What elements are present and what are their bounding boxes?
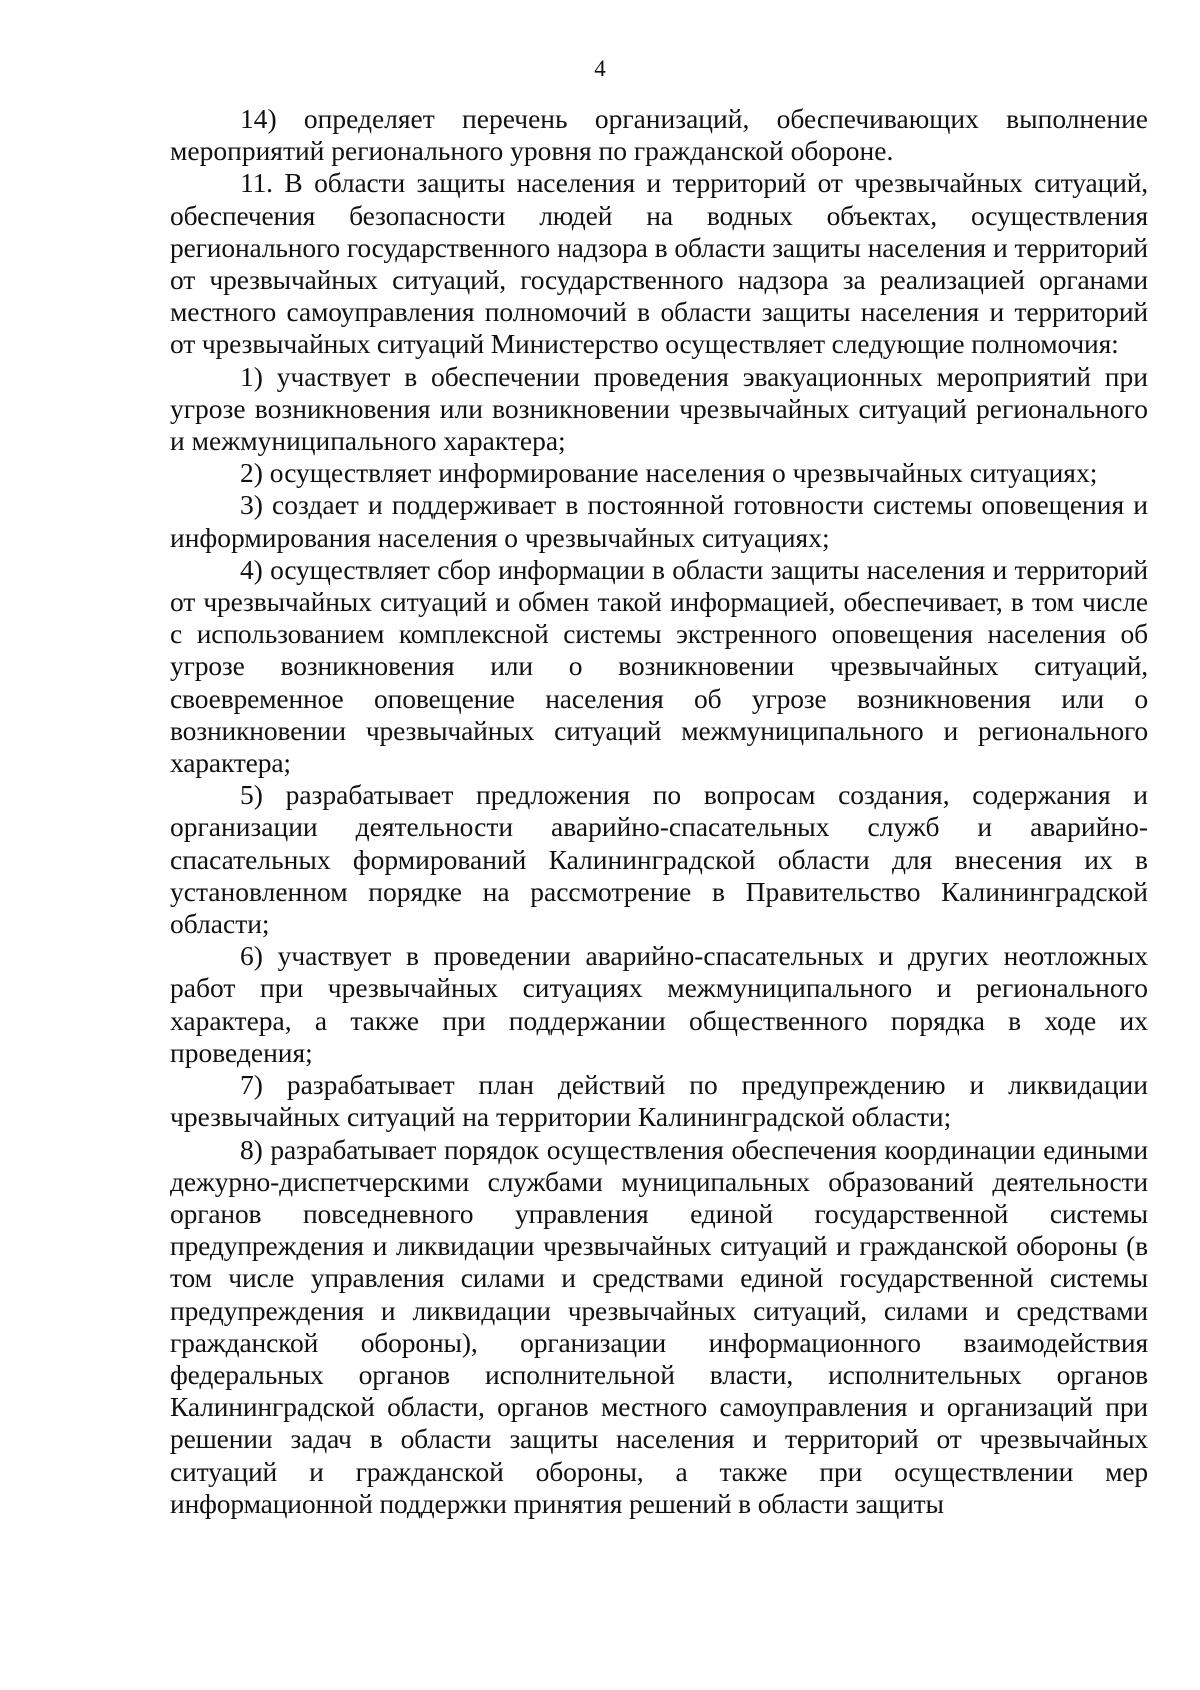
paragraph-item-3: 3) создает и поддерживает в постоянной готовности системы оповещения и информирования населения о чрезвычайных ситуациях; [170,489,1148,553]
paragraph-item-7: 7) разрабатывает план действий по предупреждению и ликвидации чрезвычайных ситуаций на территории Калининградской области; [170,1069,1148,1133]
document-body [170,103,1148,1520]
paragraph-item-6: 6) участвует в проведении аварийно-спасательных и других неотложных работ при чрезвычайных ситуациях межмуниципального и регионального характера, а также при поддержании общественного порядка в ходе их проведения; [170,940,1148,1068]
paragraph-item-8: 8) разрабатывает порядок осуществления обеспечения координации едиными дежурно-диспетчерскими службами муниципальных образований деятельности органов повседневного управления единой государственной системы предупреждения и ликвидации чрезвычайных ситуаций и гражданской обороны (в том числе управления силами и средствами единой государственной системы предупреждения и ликвидации чрезвычайных ситуаций, силами и средствами гражданской обороны), организации информационного взаимодействия федеральных органов исполнительной власти, исполнительных органов Калининградской области, органов местного самоуправления и организаций при решении задач в области защиты населения и территорий от чрезвычайных ситуаций и гражданской обороны, а также при осуществлении мер информационной поддержки принятия решений в области защиты [170,1133,1148,1519]
paragraph-item-1: 1) участвует в обеспечении проведения эвакуационных мероприятий при угрозе возникновения или возникновении чрезвычайных ситуаций регионального и межмуниципального характера; [170,360,1148,457]
paragraph-section-11: 11. В области защиты населения и территорий от чрезвычайных ситуаций, обеспечения безопасности людей на водных объектах, осуществления регионального государственного надзора в области защиты населения и территорий от чрезвычайных ситуаций, государственного надзора за реализацией органами местного самоуправления полномочий в области защиты населения и территорий от чрезвычайных ситуаций Министерство осуществляет следующие полномочия: [170,167,1148,360]
paragraph-item-2: 2) осуществляет информирование населения о чрезвычайных ситуациях; [240,457,1098,489]
paragraph-item-4: 4) осуществляет сбор информации в области защиты населения и территорий от чрезвычайных ситуаций и обмен такой информацией, обеспечивает, в том числе с использованием комплексной системы экстренного оповещения населения об угрозе возникновения или о возникновении чрезвычайных ситуаций, своевременное оповещение населения об угрозе возникновения или о возникновении чрезвычайных ситуаций межмуниципального и регионального характера; [170,553,1148,779]
paragraph-item-5: 5) разрабатывает предложения по вопросам создания, содержания и организации деятельности аварийно-спасательных служб и аварийно-спасательных формирований Калининградской области для внесения их в установленном порядке на рассмотрение в Правительство Калининградской области; [170,779,1148,940]
paragraph-item-14: 14) определяет перечень организаций, обеспечивающих выполнение мероприятий регионального уровня по гражданской обороне. [170,103,1148,167]
page-number: 4 [594,56,606,81]
